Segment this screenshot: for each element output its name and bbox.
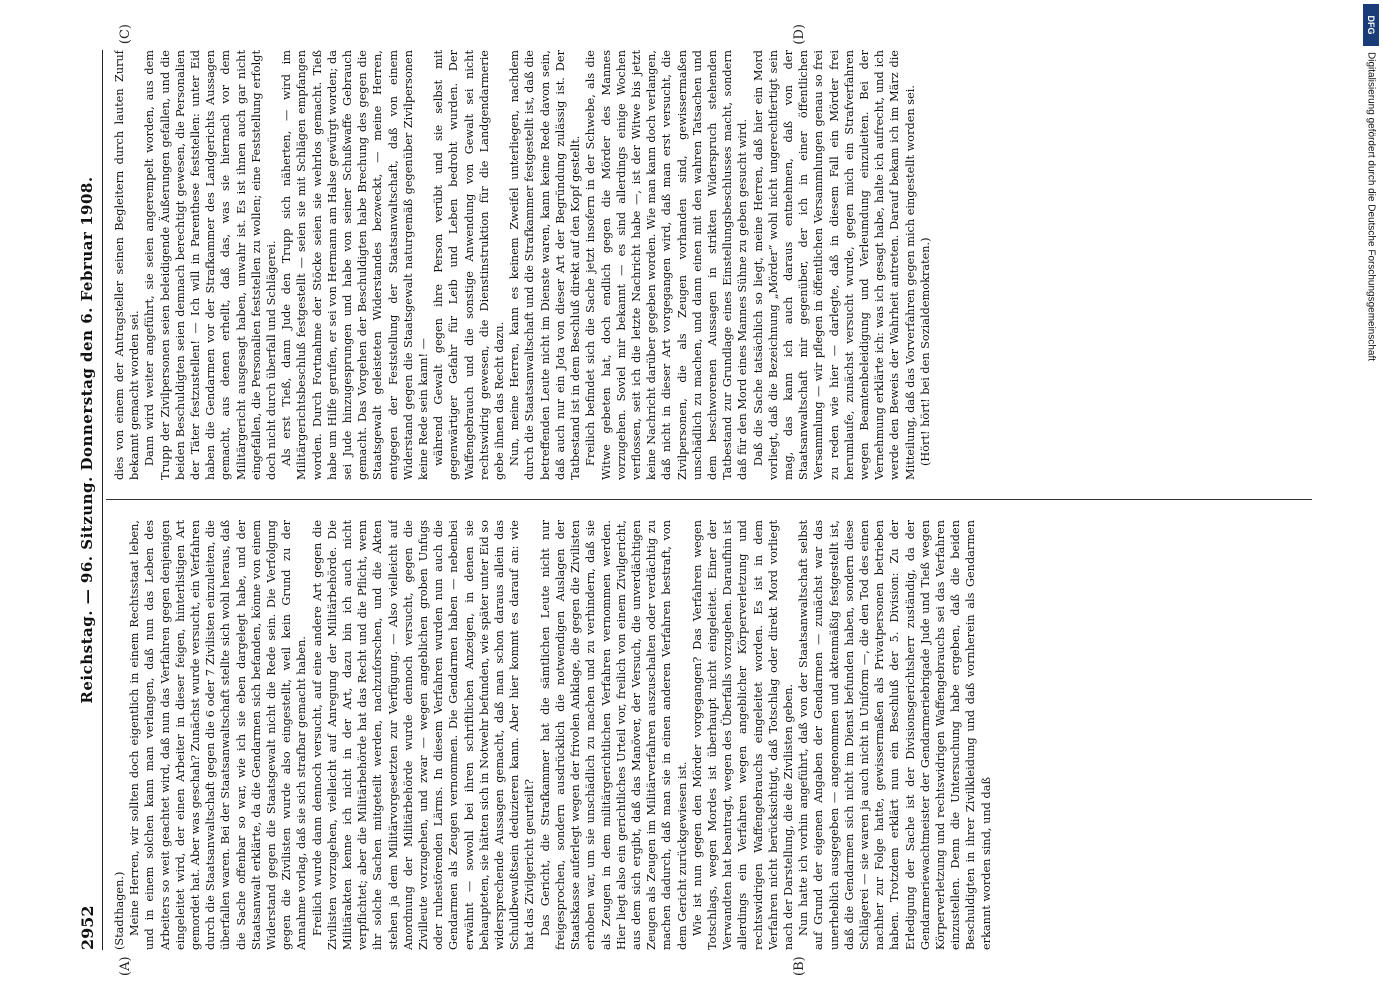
paragraph: dies von einem der Antragsteller seinen Begleitern durch lauten Zuruf bekannt gemacht worden sei.: [112, 50, 141, 480]
paragraph: Das Gericht, die Strafkammer hat die sämtlichen Leute nicht nur freigesprochen, sondern ausdrücklich die notwendigen Auslagen der Staatskasse auferlegt wegen der frivolen Anklage, die gegen die Zivilisten erhoben war, um sie unschädlich zu machen und zu verhindern, daß sie als Zeugen in dem militärgerichtlichen Verfahren vernommen werden. Hier liegt also ein gerichtliches Urteil vor, freilich von einem Zivilgericht, aus dem sich ergibt, daß das Manöver, der Versuch, die unverdächtigen Zeugen als Zeugen im Militärverfahren auszuschalten oder verdächtig zu machen dadurch, daß man sie in einen anderen Verfahren bestraft, von dem Gericht zurückgewiesen ist.: [538, 520, 689, 950]
page-number: 2952: [77, 905, 97, 950]
header-rule: [102, 50, 103, 950]
margin-letter-b: (B): [791, 956, 807, 976]
left-column: [112, 520, 1312, 950]
paragraph: Meine Herren, wir sollten doch eigentlich in einem Rechtsstaat leben, und in einem solchen kann man verlangen, daß nun das Leben des Arbeiters so weit geachtet wird, daß nun das Verfahren gegen denjenigen eingeleitet wird, der einen Arbeiter in dieser feigen, hinterlistigen Art gemordet hat. Aber was geschah? Zunächst wurde versucht, ein Verfahren durch die Staatsanwaltschaft gegen die 6 oder 7 Zivilisten einzuleiten, die überfallen waren. Bei der Staatsanwaltschaft stellte sich wohl heraus, daß die Sache offenbar so war, wie ich sie eben dargelegt habe, und der Staatsanwalt erklärte, da die Gendarmen sich befanden, könne von einem Widerstand gegen die Staatsgewalt nicht die Rede sein. Die Verfolgung gegen die Zivilisten wurde also eingestellt, weil kein Grund zu der Annahme vorlag, daß sie sich strafbar gemacht haben.: [127, 520, 308, 950]
margin-letter-a: (A): [117, 956, 133, 976]
paragraph: Nun, meine Herren, kann es keinem Zweifel unterliegen, nachdem durch die Staatsanwaltschaft und die Strafkammer festgestellt ist, daß die betreffenden Leute nicht im Dienste waren, kann keine Rede davon sein, daß auch nur ein Jota von dieser Art der Begründung zulässig ist. Der Tatbestand ist in dem Beschluß direkt auf den Kopf gestellt.: [507, 50, 582, 480]
paragraph: Nun hatte ich vorhin angeführt, daß von der Staatsanwaltschaft selbst auf Grund der eigenen Angaben der Gendarmen — zunächst war das unerheblich ausgegeben — angenommen und aktenmäßig festgestellt ist, daß die Gendarmen sich nicht im Dienst befunden haben, sondern diese Schlägerei — sie waren ja auch nicht in Uniform —, die den Tod des einen nachher zur Folge hatte, gewissermaßen als Privatpersonen betrieben haben. Trotzdem erklärt nun ein Beschluß der 5. Division: Zu der Erledigung der Sache ist der Divisionsgerichtsherr zuständig, da der Gendarmeriewachtmeister der Gendarmeriebrigade Jude und Tieß wegen Körperverletzung und rechtswidrigen Waffengebrauchs sei das Verfahren einzustellen. Denn die Untersuchung habe ergeben, daß die beiden Beschuldigten in ihrer Zivilkleidung und daß vornherein als Gendarmen erkannt worden sind, und daß: [796, 520, 993, 950]
running-title: Reichstag. — 96. Sitzung. Donnerstag den 6. Februar 1908.: [77, 176, 96, 704]
interjection: (Hört! hört! bei den Sozialdemokraten.): [918, 237, 932, 466]
column-divider: [106, 499, 1312, 500]
speaker-tag: (Stadthagen.): [112, 871, 126, 950]
digitization-credit: Digitalisierung gefördert durch die Deutsche Forschungsgemeinschaft: [1365, 52, 1377, 362]
dfg-logo: [1363, 4, 1379, 46]
rotated-newspaper-page: [72, 24, 1312, 976]
paragraph: Dann wird weiter angeführt, sie seien angerempelt worden, aus dem Trupp der Zivilpersonen seien beleidigende Äußerungen gefallen, und die beiden Beschuldigten seien demnach berechtigt gewesen, die Personalien der Täter festzustellen! — Ich will in Parenthese feststellen: unter Eid haben die Gendarmen vor der Strafkammer des Landgerichts Aussagen gemacht, aus denen erhellt, daß das, was sie hiernach vor dem Militärgericht ausgesagt haben, unwahr ist. Es ist ihnen auch gar nicht eingefallen, die Personalien feststellen zu wollen; eine Feststellung erfolgt doch nicht durch überfall und Schlägerei.: [142, 50, 278, 480]
paragraph: Freilich wurde dann dennoch versucht, auf eine andere Art gegen die Zivilisten vorzugehen, vielleicht auf Anregung der Militärbehörde. Die Militärakten kenne ich nicht in der Art, dazu bin ich auch nicht verpflichtet; aber die Militärbehörde hat das Recht und die Pflicht, wenn ihr solche Sachen mitgeteilt werden, nachzuforschen, und die Akten stehen ja dem Militärvorgesetzten zur Verfügung. — Also vielleicht auf Anordnung der Militärbehörde wurde dennoch versucht, gegen die Zivilleute vorzugehen, und zwar — wegen angeblichen groben Unfugs oder ruhestörenden Lärms. In diesem Verfahren wurden nun auch die Gendarmen als Zeugen vernommen. Die Gendarmen haben — nebenbei erwähnt — sowohl bei ihren schriftlichen Anzeigen, in denen sie behaupteten, sie hätten sich in Notwehr befunden, wie später unter Eid so widersprechende Aussagen gemacht, daß man schon daraus allein das Schuldbewußtsein deduzieren kann. Aber hier kommt es darauf an: wie hat das Zivilgericht geurteilt?: [310, 520, 536, 950]
paragraph: Freilich befindet sich die Sache jetzt insofern in der Schwebe, als die Witwe gebeten hat, doch endlich gegen die Mörder des Mannes vorzugehen. Soviel mir bekannt — es sind allerdings einige Wochen verflossen, seit ich die letzte Nachricht habe —, ist der Witwe bis jetzt keine Nachricht darüber gegeben worden. Wie man kann doch verlangen, daß nicht in dieser Art vorgegangen wird, daß man erst versucht, die Zivilpersonen, die als Zeugen vorhanden sind, gewissermaßen unschädlich zu machen, und dann einen mit den wahren Tatsachen und dem beschworenen Aussagen in strikten Widerspruch stehenden Tatbestand zur Grundlage eines Einstellungsbeschlusses macht, sondern daß für den Mord eines Mannes Sühne zu geben gesucht wird.: [583, 50, 749, 480]
dfg-logo-text: DFG: [1366, 15, 1376, 35]
margin-letter-c: (C): [117, 24, 133, 45]
margin-letter-d: (D): [791, 24, 807, 45]
paragraph: Daß die Sache tatsächlich so liegt, meine Herren, daß hier ein Mord vorliegt, daß die Bezeichnung „Mörder“ wohl nicht ungerechtfertigt sein mag, das kann ich auch daraus entnehmen, daß von der Staatsanwaltschaft mir gegenüber, der ich in einer öffentlichen Versammlung — wir pflegen in öffentlichen Versammlungen genau so frei zu reden wie hier — darlegte, daß in diesem Fall ein Mörder frei herumlaufe, zunächst versucht wurde, gegen mich ein Strafverfahren wegen Beamtenbeleidigung und Verleumdung einzuleiten. Bei der Vernehmung erklärte ich: was ich gesagt habe, halte ich aufrecht, und ich werde den Beweis der Wahrheit antreten. Darauf bekam ich im März die Mitteilung, daß das Vorverfahren gegen mich eingestellt worden sei.: [751, 50, 917, 480]
digitization-sidebar: [1363, 0, 1379, 1000]
paragraph: während Gewalt gegen ihre Person verübt und sie selbst mit gegenwärtiger Gefahr für Leib und Leben bedroht wurden. Der Waffengebrauch und die sonstige Anwendung von Gewalt sei nicht rechtswidrig gewesen, die Dienstinstruktion für die Landgendarmerie gebe ihnen das Recht dazu.: [431, 50, 506, 480]
right-column: [112, 50, 1312, 480]
paragraph: Als erst Tieß, dann Jude den Trupp sich näherten, — wird im Militärgerichtsbeschluß festgestellt — seien sie mit Schlägen empfangen worden. Durch Fortnahme der Stöcke seien sie wehrlos gemacht. Tieß habe um Hilfe gerufen, er sei von Hermann am Halse gewürgt worden; da sei Jude hinzugesprungen und habe von seiner Schußwaffe Gebrauch gemacht. Das Vorgehen der Beschuldigten habe Brechung des gegen die Staatsgewalt geleisteten Widerstandes bezweckt, — meine Herren, entgegen der Feststellung der Staatsanwaltschaft, daß von einem Widerstand gegen die Staatsgewalt naturgemäß gegenüber Zivilpersonen keine Rede sein kann! —: [279, 50, 430, 480]
paragraph: Wie ist nun gegen den Mörder vorgegangen? Das Verfahren wegen Totschlags, wegen Mordes ist überhaupt nicht eingeleitet. Einer der Verwandten hat beantragt, wegen des Überfalls vorzugehen. Daraufhin ist allerdings ein Verfahren wegen angeblicher Körperverletzung und rechtswidrigen Waffengebrauchs eingeleitet worden. Es ist in dem Verfahren nicht berücksichtigt, daß Totschlag oder direkt Mord vorliegt nach der Darstellung, die die Zivilisten geben.: [690, 520, 795, 950]
